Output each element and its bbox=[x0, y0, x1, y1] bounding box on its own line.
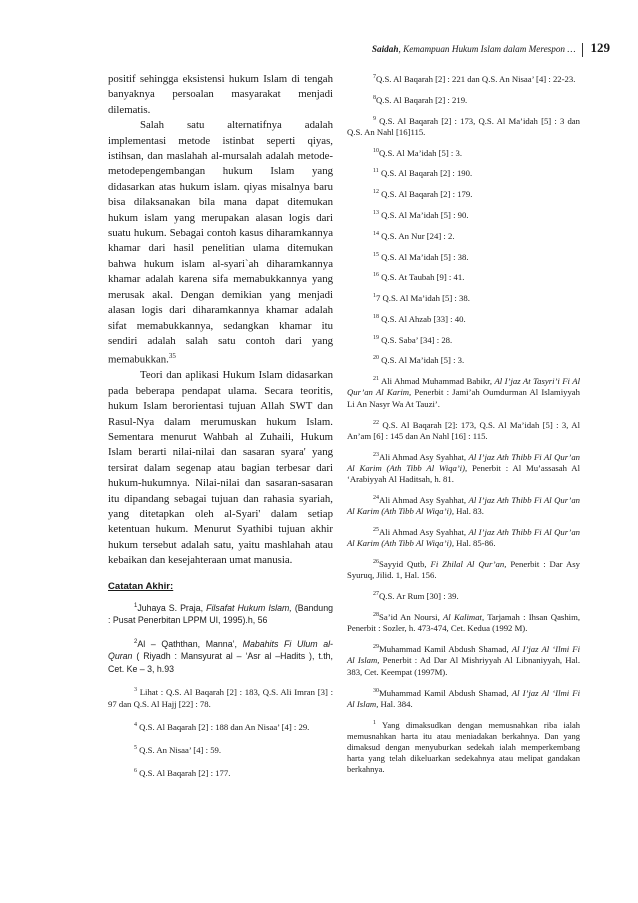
footnote-text: Q.S. Al Baqarah [2] : 177. bbox=[137, 767, 231, 778]
footnote-text: Yang dimaksudkan dengan memusnahkan riba ialah memusnahkan harta itu atau meniadakan berkahnya. Dan yang dimaksud dengan menyuburkan sedekah ialah memperkembang harta yang telah dikeluarkan sedekahnya atau melipat gandakan berkahnya. bbox=[347, 719, 580, 775]
footnote-item bbox=[347, 146, 580, 159]
footnote-number: 22 bbox=[373, 419, 379, 426]
footnote-number: 7 bbox=[373, 74, 376, 80]
body-paragraph-1: positif sehingga eksistensi hukum Islam di tengah banyaknya persoalan masyarakat menjadi dilematis. bbox=[108, 73, 333, 116]
footnote-text: Sa’id An Noursi, bbox=[379, 611, 443, 622]
footnote-item bbox=[347, 557, 580, 581]
footnote-item bbox=[347, 525, 580, 549]
footnote-title: Al I’jaz Al ‘Ilmi Fi Al Islam, bbox=[347, 687, 580, 709]
footnote-title: Al I’jaz Ath Thibb Fi Al Qur’an Al Karim (Ath Tibb Al Wiqa’i), bbox=[347, 451, 581, 473]
footnote-text: Hal. 83. bbox=[454, 506, 484, 517]
footnote-item bbox=[108, 765, 333, 779]
footnote-text: Q.S. Al Baqarah [2] : 221 dan Q.S. An Nisaa’ [4] : 22-23. bbox=[376, 73, 576, 84]
footnote-item bbox=[347, 114, 580, 138]
footnote-text: Q.S. Al Ahzab [33] : 40. bbox=[379, 313, 466, 324]
footnote-text: Q.S. Al Baqarah [2] : 219. bbox=[376, 94, 468, 105]
footnote-number: 23 bbox=[373, 451, 379, 458]
body-paragraph-2-text: Salah satu alternatifnya adalah implementasi metode istinbat seperti qiyas, istihsan, dan maslahah al-mursalah adalah metode-metodepengembangan hukum Islam yang didasarkan atas hukum islam. qiyas misalnya baru bisa dilaksanakan bila mana dapat ditemukan hukum islam yang merupakan alasan logis dari suatu hukum. Sebagai contoh kasus diharamkannya khamar dari hasil penelitian ulama ditemukan bahwa hukum islam al-syari`ah diharamkannya khamar adalah karena sifa memabukkannya yang merusak akal. Dengan demikian yang menjadi alasan logis dari diharamkannya khamar adalah sifat memabukkannya, sedangkan khamar itu sendiri adalah salah satu contoh dari yang memabukkan. bbox=[108, 119, 333, 366]
footnote-number: 13 bbox=[373, 209, 379, 216]
footnote-number: 28 bbox=[373, 612, 379, 619]
footnote-item bbox=[347, 250, 580, 263]
footnote-text: Q.S. Al Baqarah [2]: 173, Q.S. Al Ma’idah [5] : 3, Al An’am [6] : 145 dan An Nahl [16] : 115. bbox=[347, 419, 580, 441]
footnote-number: 5 bbox=[134, 745, 137, 752]
body-paragraph-3: Teori dan aplikasi Hukum Islam didasarkan pada beberapa pendapat ulama. Secara teoritis, hukum Islam berorientasi tujuan Allah SWT dan Rasul-Nya dalam merumuskan hukum Islam. Sementara menurut Wahbah al Zuhaili, Hukum Islam berarti nilai-nilai dan sasaran syara' yang tersirat dalam segenap atau bagian terbesar dari hukum-hukumnya. Nilai-nilai dan sasaran-sasaran itu dipandang sebagai tujuan dan rahasia syariah, yang ditetapkan oleh al-Syari' dalam setiap ketentuan hukum. Menurut Syathibi tujuan akhir hukum tersebut adalah satu, yaitu mashlahah atau kebaikan dan kesejahteraan umat manusia. bbox=[108, 369, 333, 567]
footnote-item bbox=[347, 333, 580, 346]
footnote-item bbox=[108, 742, 333, 756]
footnote-number: 27 bbox=[373, 591, 379, 598]
footnote-number: 25 bbox=[373, 527, 379, 534]
footnote-text: Q.S. Al Ma’idah [5] : 38. bbox=[379, 251, 469, 262]
footnote-text: ( Riyadh : Mansyurat al – ‘Asr al –Hadits ), t.th, Cet. Ke – 3, h.93 bbox=[108, 651, 333, 674]
footnote-text: (Bandung : Pusat Penerbitan LPPM UI, 1995).h, 56 bbox=[108, 602, 333, 626]
footnote-title: Mabahits Fi Ulum al-Quran bbox=[108, 638, 333, 662]
footnote-text: Q.S. Al Ma’idah [5] : 3. bbox=[379, 355, 465, 366]
footnote-number: 15 bbox=[373, 251, 379, 258]
footnote-item bbox=[347, 291, 580, 304]
footnote-ref-35: 35 bbox=[168, 352, 176, 361]
footnote-item bbox=[347, 166, 580, 179]
footnote-text: Hal. 384. bbox=[378, 698, 413, 709]
footnote-text: 7 Q.S. Al Ma’idah [5] : 38. bbox=[376, 293, 470, 303]
footnote-item bbox=[347, 312, 580, 325]
footnote-text: Q.S. An Nur [24] : 2. bbox=[379, 230, 455, 241]
footnote-text: Q.S. Al Baqarah [2] : 173, Q.S. Al Ma’idah [5] : 3 dan Q.S. An Nahl [16]115. bbox=[347, 115, 580, 137]
footnote-number: 2 bbox=[134, 638, 138, 645]
footnote-number: 8 bbox=[373, 94, 376, 101]
footnote-text: Al – Qaththan, Manna’, bbox=[137, 638, 243, 649]
footnote-number: 9 bbox=[373, 115, 376, 122]
footnote-number: 29 bbox=[373, 644, 379, 651]
right-footnote-list bbox=[347, 72, 580, 783]
footnote-text: Q.S. Al Baqarah [2] : 188 dan An Nisaa’ [4] : 29. bbox=[137, 722, 310, 733]
footnote-text: Penerbit : Jami’ah Oumdurman Al Islamiyyah Li An Nasyr Wa At Tauzi’. bbox=[347, 387, 580, 409]
footnote-item bbox=[347, 72, 580, 85]
footnote-text: Q.S. Saba’ [34] : 28. bbox=[379, 334, 453, 345]
catatan-akhir-heading: Catatan Akhir: bbox=[108, 580, 174, 592]
header-divider bbox=[582, 43, 583, 57]
footnote-item bbox=[347, 610, 580, 634]
footnote-text: Penerbit : Dar Asy Syuruq, Jilid. 1, Hal. 156. bbox=[347, 559, 581, 581]
footnote-number: 11 bbox=[373, 168, 379, 175]
footnote-text: Muhammad Kamil Abdush Shamad, bbox=[379, 687, 512, 698]
footnote-title: Al Kalimat bbox=[443, 611, 482, 622]
footnote-item bbox=[347, 270, 580, 283]
footnote-title: Al I’jaz Ath Thibb Fi Al Qur’an Al Karim (Ath Tibb Al Wiqa’i), bbox=[347, 527, 581, 549]
footnote-title: Al I’jaz At Tasyri’i Fi Al Qur’an Al Karim, bbox=[347, 376, 580, 398]
footnote-number: 1 bbox=[373, 719, 376, 726]
footnote-text: Muhammad Kamil Abdush Shamad, bbox=[379, 644, 512, 655]
footnote-number: 4 bbox=[134, 722, 137, 729]
footnote-number: 21 bbox=[373, 376, 379, 383]
footnote-item bbox=[347, 686, 580, 710]
header-author: Saidah bbox=[371, 44, 399, 54]
footnote-number: 30 bbox=[373, 687, 379, 694]
footnote-text: , Tarjamah : Ihsan Qashim, Penerbit : Sozler, h. 473-474, Cet. Kedua (1992 M). bbox=[347, 611, 581, 634]
footnote-item bbox=[347, 374, 580, 410]
footnote-item bbox=[108, 600, 333, 627]
footnote-text: Q.S. At Taubah [9] : 41. bbox=[379, 272, 465, 283]
footnote-text: Juhaya S. Praja, bbox=[137, 602, 207, 613]
footnote-text: Sayyid Qutb, bbox=[379, 559, 431, 570]
footnote-number: 26 bbox=[373, 559, 379, 566]
footnote-number: 19 bbox=[373, 334, 379, 341]
footnote-number: 10 bbox=[373, 147, 379, 154]
footnote-item bbox=[347, 353, 580, 366]
footnote-title: Filsafat Hukum Islam, bbox=[206, 602, 292, 613]
footnote-text: Q.S. An Nisaa’ [4] : 59. bbox=[137, 745, 222, 756]
footnote-text: Q.S. Al Baqarah [2] : 190. bbox=[378, 168, 473, 179]
running-header bbox=[372, 40, 610, 57]
footnote-number: 14 bbox=[373, 230, 379, 237]
footnote-text: Q.S. Al Ma’idah [5] : 90. bbox=[379, 209, 469, 220]
footnote-item bbox=[347, 450, 580, 486]
footnote-text: Q.S. Al Ma’idah [5] : 3. bbox=[379, 147, 463, 158]
footnote-number: 1 bbox=[134, 602, 138, 609]
body-paragraph-2 bbox=[108, 118, 333, 368]
footnote-number: 18 bbox=[373, 313, 379, 320]
footnote-text: Hal. 85-86. bbox=[454, 538, 496, 549]
footnote-item bbox=[347, 718, 580, 776]
footnote-number: 24 bbox=[373, 495, 379, 502]
footnote-title: Al I’jaz Al ‘Ilmi Fi Al Islam, bbox=[347, 644, 580, 666]
footnote-item bbox=[108, 719, 333, 733]
footnote-number: 6 bbox=[134, 768, 137, 775]
footnote-item bbox=[347, 418, 580, 442]
footnote-item bbox=[347, 493, 580, 517]
footnote-item bbox=[347, 187, 580, 200]
footnote-number: 3 bbox=[134, 687, 137, 694]
footnote-item bbox=[108, 636, 333, 676]
page-number: 129 bbox=[590, 40, 610, 55]
footnote-item bbox=[347, 229, 580, 242]
footnote-number: 12 bbox=[373, 189, 379, 196]
footnote-item bbox=[347, 589, 580, 602]
footnote-item bbox=[347, 208, 580, 221]
footnote-text: Ali Ahmad Asy Syahhat, bbox=[379, 494, 469, 505]
footnote-number: 1 bbox=[373, 293, 376, 300]
footnote-text: Penerbit : Ad Dar Al Mishriyyah Al Libnaniyyah, Hal. 383, Cet. Keempat (1997M). bbox=[347, 655, 580, 677]
footnote-text: Q.S. Ar Rum [30] : 39. bbox=[379, 591, 459, 602]
header-title: , Kemampuan Hukum Islam dalam Merespon … bbox=[398, 44, 576, 54]
footnote-item bbox=[347, 642, 580, 678]
footnote-text: Ali Ahmad Asy Syahhat, bbox=[379, 527, 469, 538]
footnote-title: Fi Zhilal Al Qur’an, bbox=[430, 559, 507, 570]
footnote-text: Lihat : Q.S. Al Baqarah [2] : 183, Q.S. Ali Imran [3] : 97 dan Q.S. Al Hajj [22] : 78. bbox=[108, 687, 333, 710]
footnote-text: Ali Ahmad Muhammad Babikr, bbox=[379, 376, 495, 387]
left-footnote-list bbox=[108, 600, 333, 779]
footnote-text: Q.S. Al Baqarah [2] : 179. bbox=[379, 189, 473, 200]
footnote-text: Penerbit : Al Mu’assasah Al ‘Arabiyyah Al Haditsah, h. 81. bbox=[347, 462, 580, 485]
footnote-item bbox=[108, 684, 333, 710]
footnote-title: Al I’jaz Ath Thibb Fi Al Qur’an Al Karim (Ath Tibb Al Wiqa’i), bbox=[347, 494, 581, 517]
footnote-number: 20 bbox=[373, 355, 379, 362]
left-column bbox=[108, 72, 333, 788]
footnote-number: 16 bbox=[373, 272, 379, 279]
footnote-text: Ali Ahmad Asy Syahhat, bbox=[379, 451, 469, 462]
footnote-item bbox=[347, 93, 580, 106]
